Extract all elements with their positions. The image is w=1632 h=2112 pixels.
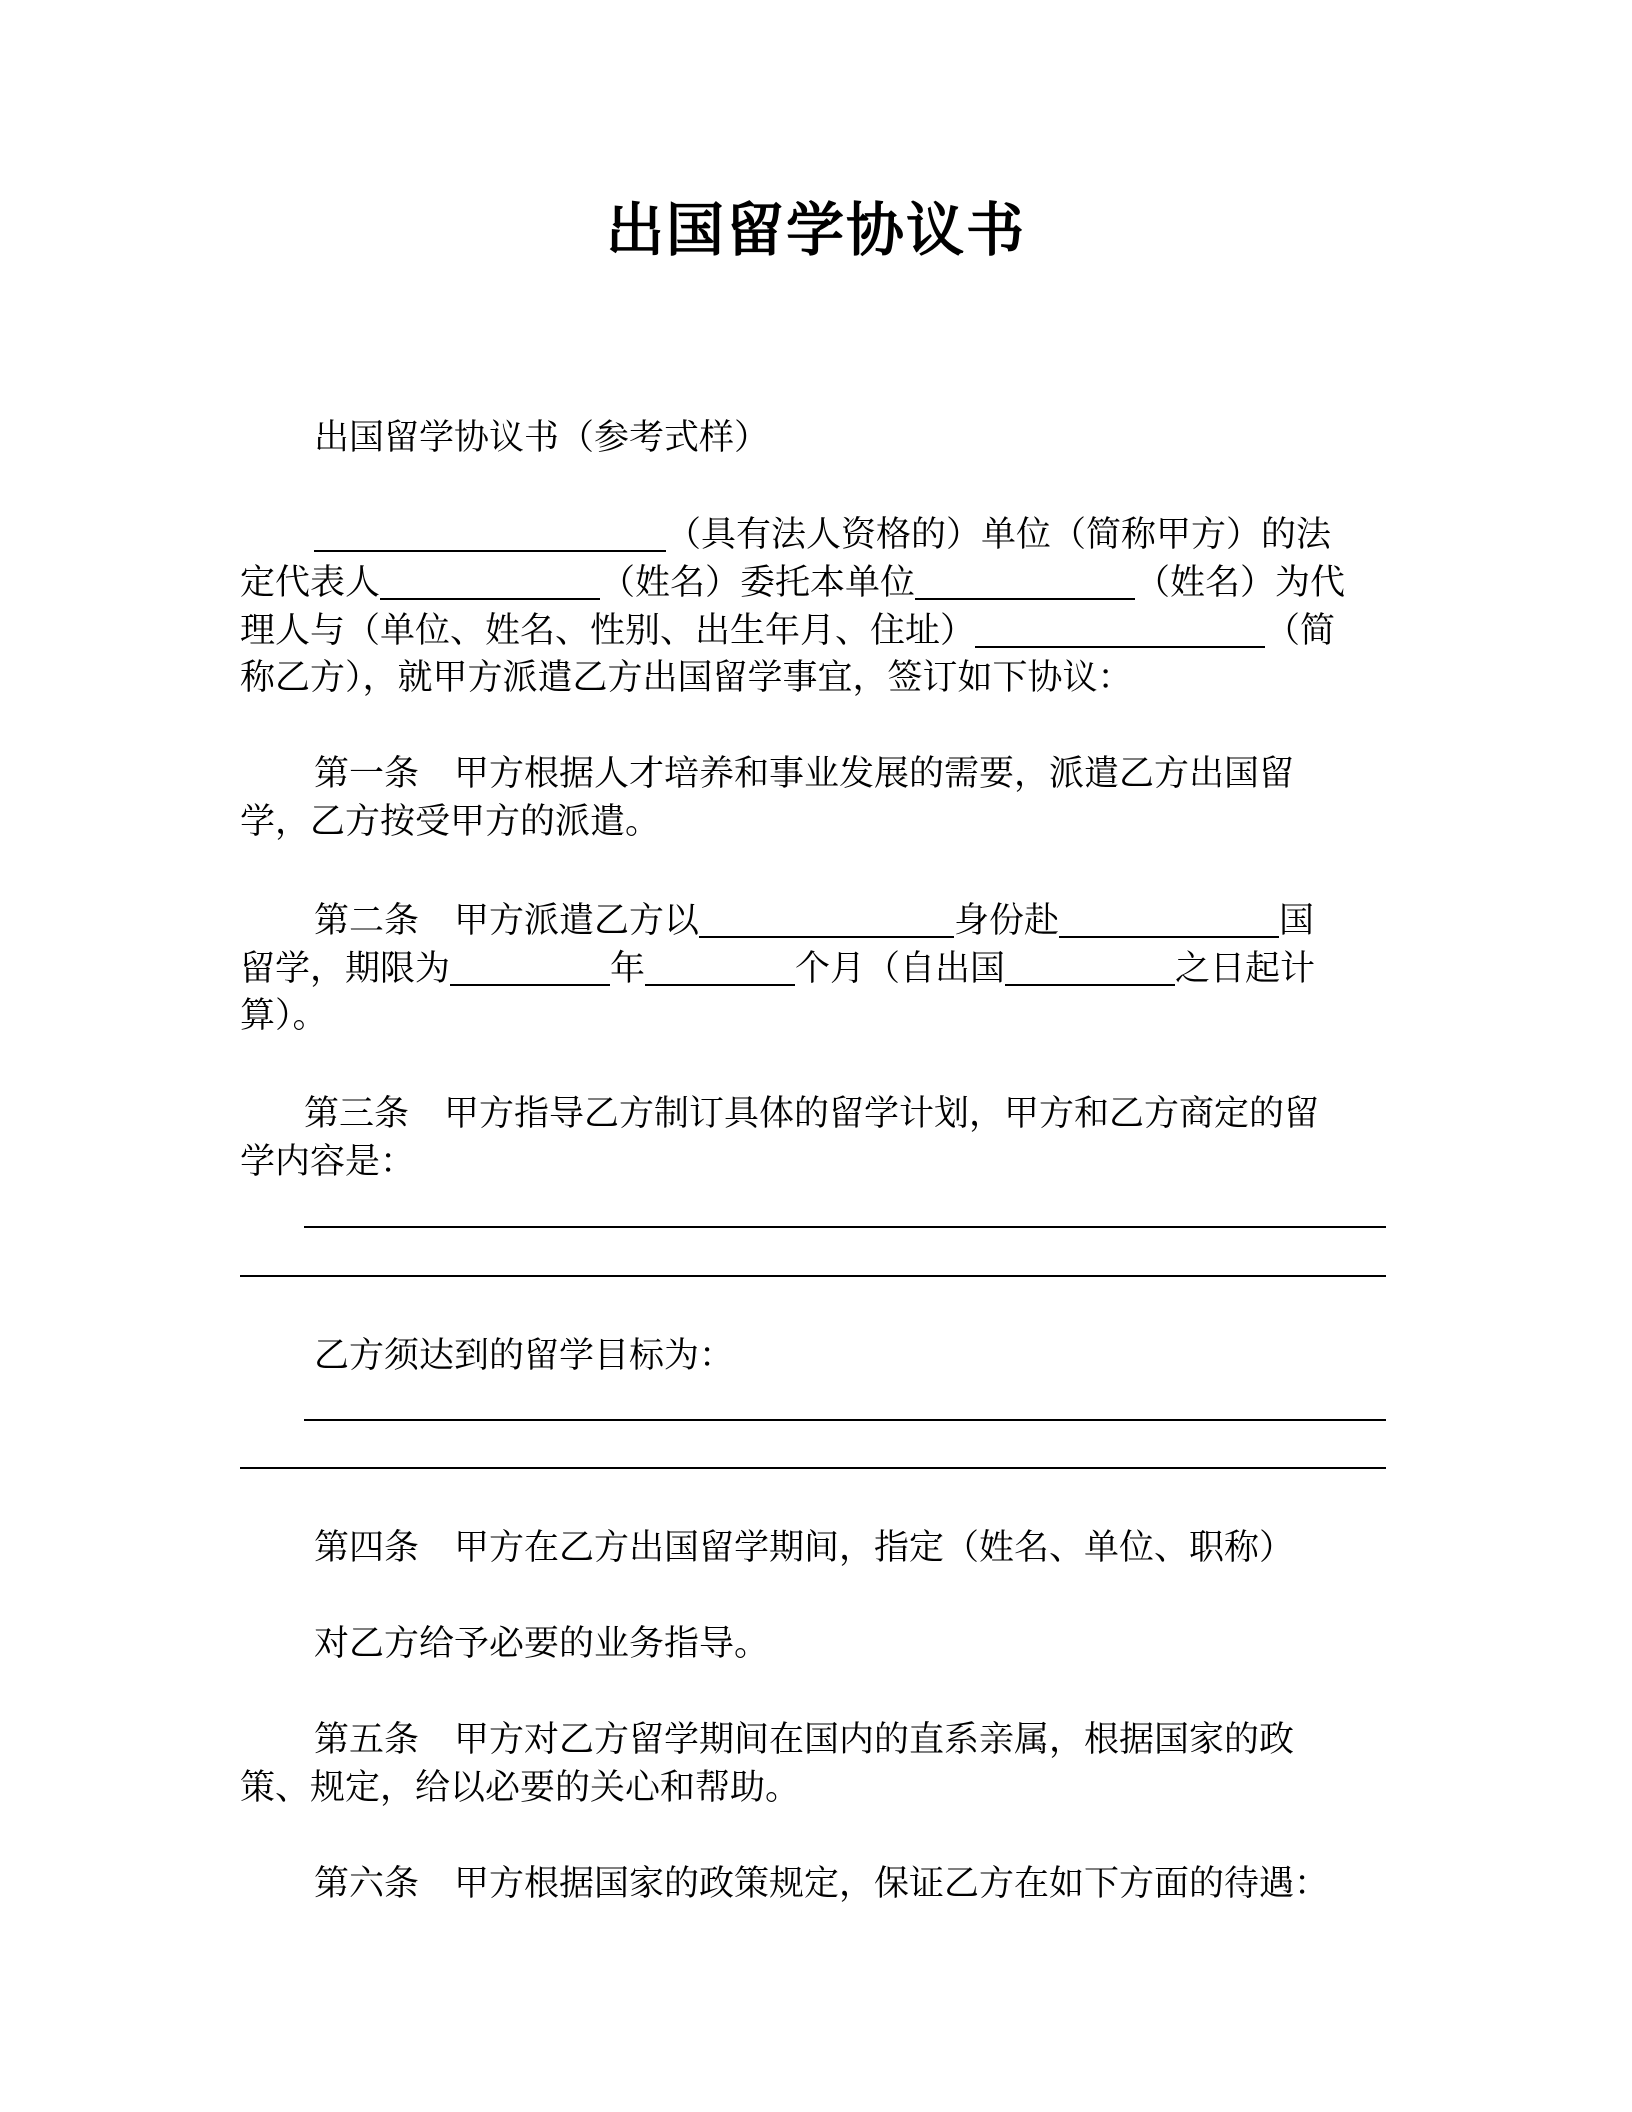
blank-study-content-line-2[interactable] bbox=[240, 1275, 1386, 1277]
article-1-line-2: 学，乙方按受甲方的派遣。 bbox=[240, 802, 661, 842]
article-2-line-1: 第二条 甲方派遣乙方以 身份赴 国 bbox=[314, 896, 1314, 945]
article-5-line-1: 第五条 甲方对乙方留学期间在国内的直系亲属，根据国家的政 bbox=[314, 1720, 1295, 1760]
article-6-line-1: 第六条 甲方根据国家的政策规定，保证乙方在如下方面的待遇： bbox=[314, 1864, 1330, 1904]
preamble-line-2: 定代表人 （姓名）委托本单位 （姓名）为代 bbox=[240, 558, 1345, 607]
article-4-line-1: 第四条 甲方在乙方出国留学期间，指定（姓名、单位、职称） bbox=[314, 1528, 1295, 1568]
blank-party-b-info[interactable] bbox=[975, 606, 1265, 648]
preamble-line-4: 称乙方），就甲方派遣乙方出国留学事宜，签订如下协议： bbox=[240, 658, 1133, 698]
blank-agent-name[interactable] bbox=[915, 558, 1135, 600]
blank-departure-date[interactable] bbox=[1005, 944, 1175, 986]
article-4-line-2: 对乙方给予必要的业务指导。 bbox=[314, 1624, 770, 1664]
blank-study-goal-line-1[interactable] bbox=[304, 1419, 1386, 1421]
article-3-line-2: 学内容是： bbox=[240, 1142, 416, 1182]
blank-legal-representative[interactable] bbox=[380, 558, 600, 600]
article-5-line-2: 策、规定，给以必要的关心和帮助。 bbox=[240, 1768, 801, 1808]
preamble-line-1: （具有法人资格的）单位（简称甲方）的法 bbox=[314, 510, 1331, 559]
document-subtitle: 出国留学协议书（参考式样） bbox=[314, 418, 770, 458]
blank-study-content-line-1[interactable] bbox=[304, 1226, 1386, 1228]
article-2-line-2: 留学，期限为 年 个月（自出国 之日起计 bbox=[240, 944, 1315, 993]
blank-months[interactable] bbox=[645, 944, 795, 986]
preamble-line-3: 理人与（单位、姓名、性别、出生年月、住址） （简 bbox=[240, 606, 1335, 655]
article-3-line-1: 第三条 甲方指导乙方制订具体的留学计划，甲方和乙方商定的留 bbox=[304, 1094, 1320, 1134]
document-title: 出国留学协议书 bbox=[605, 196, 1026, 264]
blank-study-goal-line-2[interactable] bbox=[240, 1467, 1386, 1469]
article-2-line-3: 算）。 bbox=[240, 996, 328, 1036]
blank-years[interactable] bbox=[450, 944, 610, 986]
blank-country[interactable] bbox=[1059, 896, 1279, 938]
blank-status[interactable] bbox=[699, 896, 954, 938]
article-1-line-1: 第一条 甲方根据人才培养和事业发展的需要，派遣乙方出国留 bbox=[314, 754, 1295, 794]
blank-unit-name[interactable] bbox=[314, 510, 666, 552]
article-3-goal-label: 乙方须达到的留学目标为： bbox=[314, 1336, 735, 1376]
